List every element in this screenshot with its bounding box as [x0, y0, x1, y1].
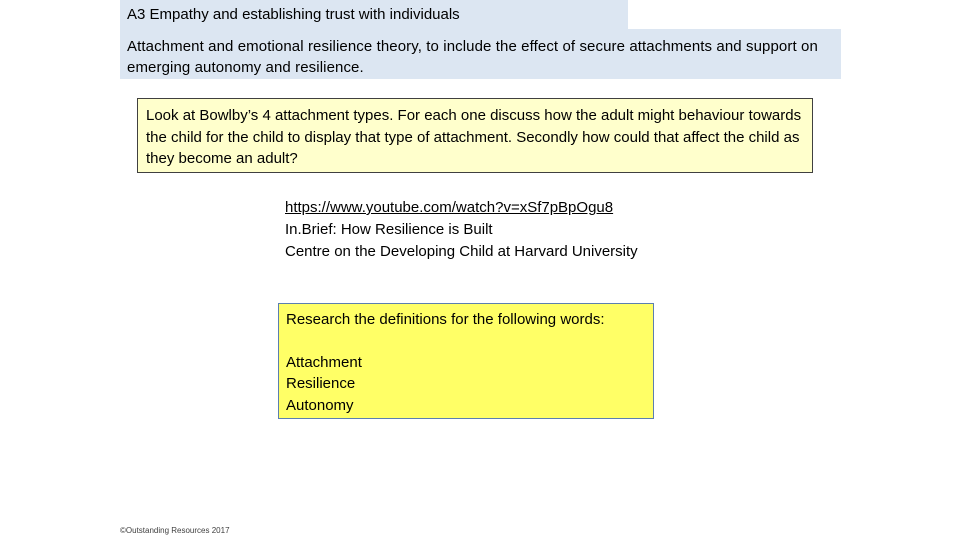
research-word-resilience: Resilience — [286, 375, 356, 392]
video-title: In.Brief: How Resilience is Built — [285, 221, 493, 238]
copyright-footer: ©Outstanding Resources 2017 — [120, 526, 230, 535]
task-box — [137, 98, 813, 173]
slide-subtitle-text: Attachment and emotional resilience theory, to include the effect of secure attachments and support on emerging autonomy and resilience. — [127, 38, 818, 76]
research-word-list — [286, 352, 653, 417]
research-word-autonomy: Autonomy — [286, 396, 354, 414]
slide-subtitle — [120, 29, 841, 79]
video-reference — [285, 197, 705, 263]
task-text: Look at Bowlby’s 4 attachment types. For each one discuss how the adult might behaviour towards the child for the child to display that type of attachment. Secondly how could that affect the child as they become an adult? — [146, 107, 802, 167]
research-heading: Research the definitions for the following words: — [286, 311, 605, 328]
slide-title-text: A3 Empathy and establishing trust with individuals — [127, 6, 460, 23]
slide-title — [120, 0, 628, 30]
research-box — [278, 303, 654, 419]
research-word-attachment: Attachment — [286, 353, 362, 371]
video-source: Centre on the Developing Child at Harvard University — [285, 243, 638, 260]
video-link[interactable]: https://www.youtube.com/watch?v=xSf7pBpOgu8 — [285, 199, 614, 216]
